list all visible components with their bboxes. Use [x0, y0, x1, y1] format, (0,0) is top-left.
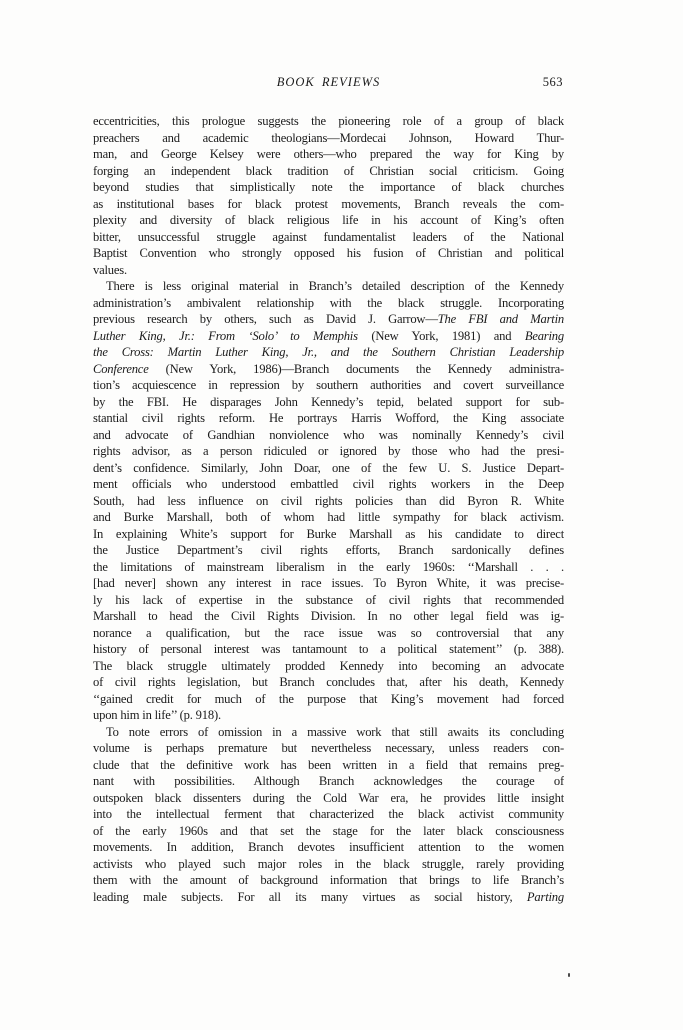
text-line	[93, 641, 564, 658]
text-run: ly his lack of expertise in the substance of civil rights that recommended	[93, 592, 564, 607]
text-block	[93, 76, 564, 905]
text-run: leading male subjects. For all its many virtues as social history,	[93, 889, 527, 904]
text-line	[93, 377, 564, 394]
text-run: upon him in life’’ (p. 918).	[93, 708, 221, 722]
text-run: stantial civil rights reform. He portrays Harris Wofford, the King associate	[93, 411, 564, 425]
text-line	[93, 856, 564, 873]
italic-text-run: The FBI and Martin	[437, 312, 564, 326]
text-run: movements. In addition, Branch devotes insufficient attention to the women	[93, 840, 564, 854]
text-run: of the early 1960s and that set the stage for the later black consciousness	[93, 823, 564, 838]
text-line	[93, 410, 564, 427]
text-line	[93, 773, 564, 790]
text-line	[93, 179, 564, 196]
text-line	[93, 674, 564, 691]
text-line	[93, 163, 564, 180]
text-line	[93, 625, 564, 642]
text-line	[93, 872, 564, 889]
text-line	[93, 740, 564, 757]
text-run: clude that the definitive work has been written in a field that remains preg-	[93, 757, 564, 772]
text-line	[93, 229, 564, 246]
text-run: the limitations of mainstream liberalism in the early 1960s: ‘‘Marshall . . .	[93, 559, 564, 574]
text-line	[93, 427, 564, 444]
text-line	[93, 592, 564, 609]
page-number: 563	[542, 75, 563, 89]
text-line	[93, 509, 564, 526]
text-line	[93, 542, 564, 559]
text-line	[93, 460, 564, 477]
text-run: eccentricities, this prologue suggests the pioneering role of a group of black	[93, 114, 564, 128]
text-run: and Burke Marshall, both of whom had little sympathy for black activism.	[93, 510, 564, 524]
text-run: South, had less influence on civil rights policies than did Byron R. White	[93, 493, 564, 508]
text-line	[93, 328, 564, 345]
text-run: There is less original material in Branch’s detailed description of the Kennedy	[106, 279, 564, 293]
text-run: forging an independent black tradition of Christian social criticism. Going	[93, 163, 564, 178]
text-run: by the FBI. He disparages John Kennedy’s tepid, belated support for sub-	[93, 394, 564, 409]
text-line	[93, 262, 564, 279]
text-run: ‘‘gained credit for much of the purpose that King’s movement had forced	[93, 691, 564, 706]
text-run: volume is perhaps premature but nevertheless necessary, unless readers con-	[93, 741, 564, 755]
text-run: activists who played such major roles in the black struggle, rarely providing	[93, 856, 564, 871]
text-line	[93, 724, 564, 741]
italic-text-run: Conference	[93, 361, 149, 376]
text-run: [had never] shown any interest in race issues. To Byron White, it was precise-	[93, 576, 564, 590]
text-run: preachers and academic theologians—Mordecai Johnson, Howard Thur-	[93, 130, 564, 145]
text-run: Marshall to head the Civil Rights Division. In no other legal field was ig-	[93, 609, 564, 623]
text-run: them with the amount of background information that brings to life Branch’s	[93, 873, 564, 887]
italic-text-run: the Cross: Martin Luther King, Jr., and the Southern Christian Leadership	[93, 345, 564, 359]
text-line	[93, 691, 564, 708]
text-run: tion’s acquiescence in repression by southern authorities and covert surveillance	[93, 378, 564, 392]
italic-text-run: Luther King, Jr.: From ‘Solo’ to Memphis	[93, 328, 358, 343]
text-line	[93, 295, 564, 312]
text-line	[93, 757, 564, 774]
text-line	[93, 212, 564, 229]
text-line	[93, 245, 564, 262]
text-line	[93, 839, 564, 856]
text-line	[93, 344, 564, 361]
text-line	[93, 790, 564, 807]
scan-speck-artifact	[568, 973, 570, 977]
text-line	[93, 608, 564, 625]
text-run: The black struggle ultimately prodded Kennedy into becoming an advocate	[93, 658, 564, 673]
text-run: of civil rights legislation, but Branch concludes that, after his death, Kennedy	[93, 675, 564, 689]
text-run: bitter, unsuccessful struggle against fundamentalist leaders of the National	[93, 229, 564, 244]
text-run: values.	[93, 262, 127, 277]
text-line	[93, 493, 564, 510]
text-line	[93, 130, 564, 147]
text-run: To note errors of omission in a massive work that still awaits its concluding	[106, 724, 564, 739]
text-line	[93, 889, 564, 906]
text-line	[93, 707, 564, 724]
text-run: (New York, 1986)—Branch documents the Kennedy administra-	[148, 361, 564, 376]
text-line	[93, 113, 564, 130]
text-run: (New York, 1981) and	[357, 328, 525, 343]
text-run: beyond studies that simplistically note the importance of black churches	[93, 180, 564, 194]
text-line	[93, 311, 564, 328]
text-line	[93, 823, 564, 840]
text-run: rights advisor, as a person ridiculed or ignored by those who had the presi-	[93, 444, 564, 458]
text-run: outspoken black dissenters during the Cold War era, he provides little insight	[93, 790, 564, 805]
review-body-text	[93, 113, 564, 905]
text-run: as institutional bases for black protest movements, Branch reveals the com-	[93, 196, 564, 211]
text-line	[93, 476, 564, 493]
text-line	[93, 443, 564, 460]
page-title: BOOK REVIEWS	[276, 75, 381, 89]
text-run: previous research by others, such as David J. Garrow—	[93, 312, 438, 326]
text-run: ment officials who understood embattled civil rights workers in the Deep	[93, 477, 564, 491]
italic-text-run: Parting	[526, 889, 564, 904]
italic-text-run: Bearing	[524, 328, 564, 343]
text-run: Baptist Convention who strongly opposed his fusion of Christian and political	[93, 246, 564, 260]
text-run: nant with possibilities. Although Branch acknowledges the courage of	[93, 774, 564, 788]
text-run: into the intellectual ferment that characterized the black activist community	[93, 807, 564, 821]
text-line	[93, 559, 564, 576]
text-run: In explaining White’s support for Burke Marshall as his candidate to direct	[93, 526, 564, 541]
text-line	[93, 278, 564, 295]
text-run: administration’s ambivalent relationship with the black struggle. Incorporating	[93, 295, 564, 310]
text-line	[93, 658, 564, 675]
text-line	[93, 146, 564, 163]
text-run: the Justice Department’s civil rights efforts, Branch sardonically defines	[93, 543, 564, 557]
text-line	[93, 394, 564, 411]
text-line	[93, 575, 564, 592]
text-run: and advocate of Gandhian nonviolence who was nominally Kennedy’s civil	[93, 427, 564, 442]
text-line	[93, 526, 564, 543]
text-run: man, and George Kelsey were others—who prepared the way for King by	[93, 147, 564, 161]
text-run: dent’s confidence. Similarly, John Doar, one of the few U. S. Justice Depart-	[93, 460, 564, 475]
text-line	[93, 361, 564, 378]
text-run: plexity and diversity of black religious life in his account of King’s often	[93, 213, 564, 227]
text-run: history of personal interest was tantamount to a political statement’’ (p. 388).	[93, 642, 564, 656]
text-line	[93, 196, 564, 213]
text-line	[93, 806, 564, 823]
running-head	[93, 76, 564, 89]
text-run: norance a qualification, but the race issue was so controversial that any	[93, 625, 564, 640]
